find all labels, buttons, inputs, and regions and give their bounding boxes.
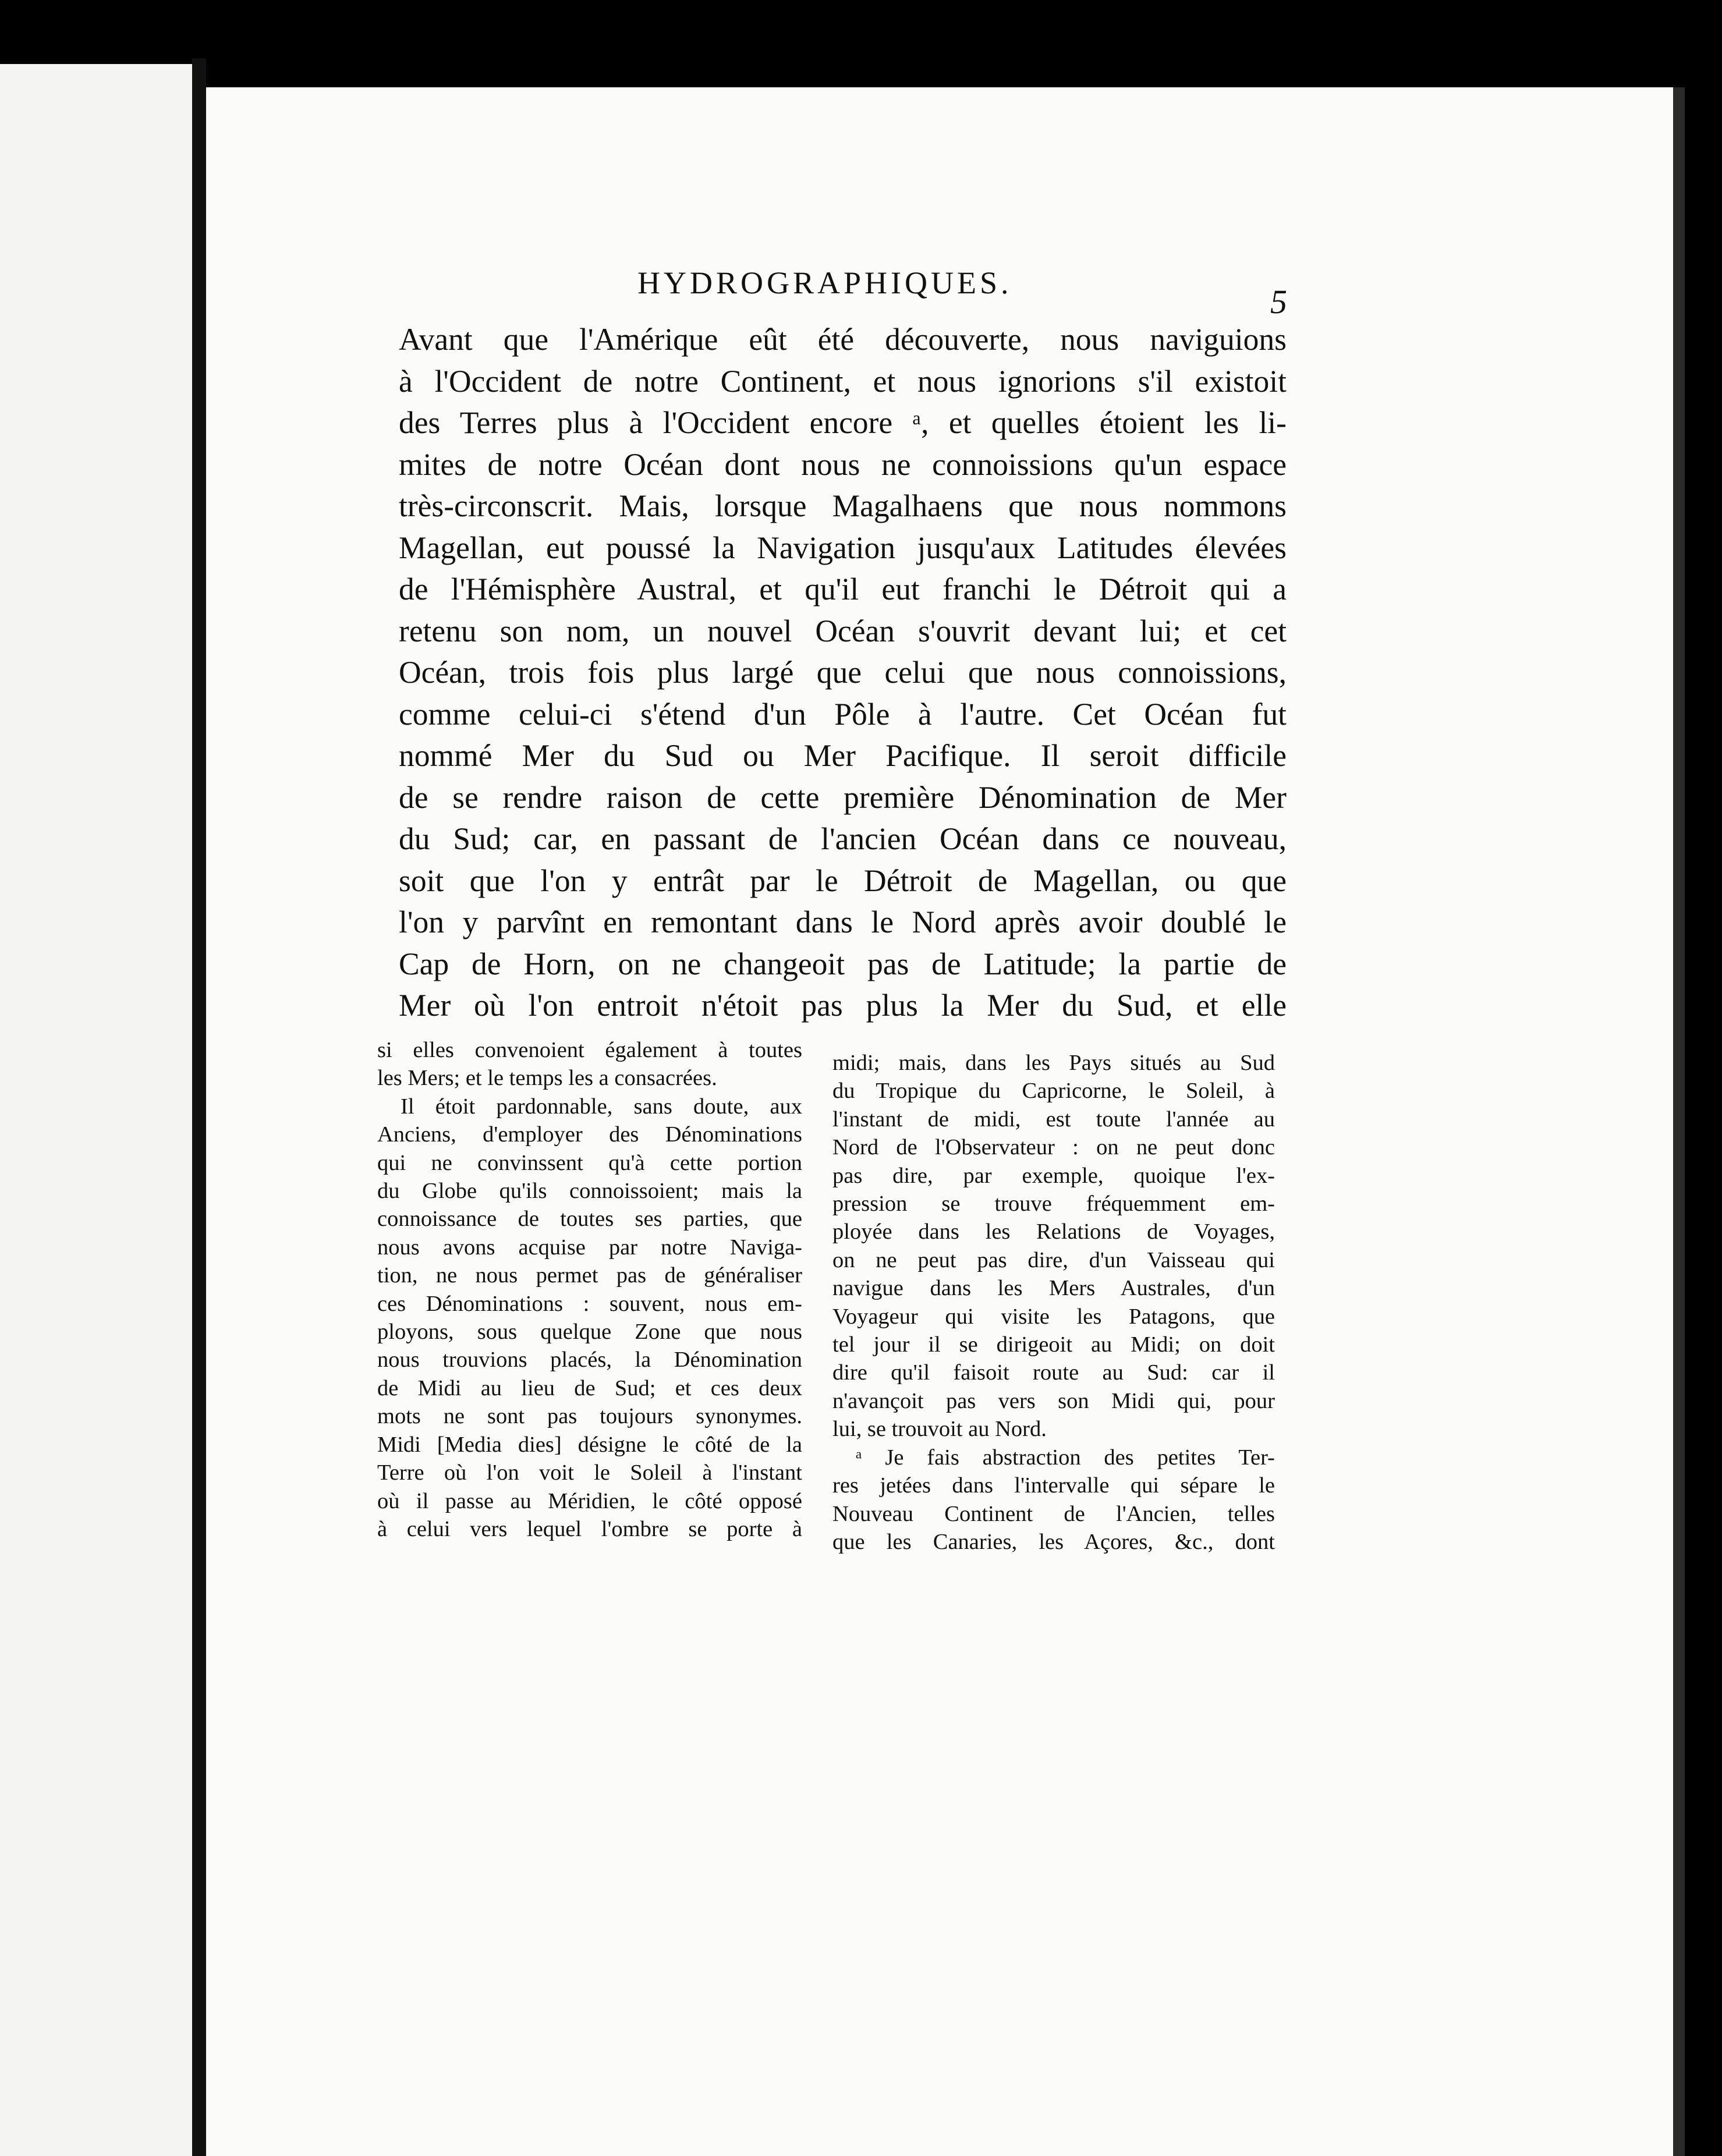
footnote-line: midi; mais, dans les Pays situés au Sud [832, 1051, 1275, 1075]
footnote-line: mots ne sont pas toujours synonymes. [377, 1404, 802, 1429]
footnote-line: pas dire, par exemple, quoique l'ex- [832, 1163, 1275, 1188]
footnote-line: du Globe qu'ils connoissoient; mais la [377, 1179, 802, 1204]
footnote-line: ployée dans les Relations de Voyages, [832, 1219, 1275, 1244]
footnote-line: si elles convenoient également à toutes [377, 1038, 802, 1062]
footnote-line: de Midi au lieu de Sud; et ces deux [377, 1375, 802, 1400]
footnote-line: on ne peut pas dire, d'un Vaisseau qui [832, 1247, 1275, 1272]
text-line: retenu son nom, un nouvel Océan s'ouvrit devant lui; et cet [399, 613, 1287, 648]
footnote-line: à celui vers lequel l'ombre se porte à [377, 1516, 802, 1541]
text-line: à l'Occident de notre Continent, et nous ignorions s'il existoit [399, 363, 1287, 399]
text-line: l'on y parvînt en remontant dans le Nord après avoir doublé le [399, 905, 1287, 939]
footnote-line: ployons, sous quelque Zone que nous [377, 1320, 802, 1345]
text-line: Cap de Horn, on ne changeoit pas de Latitude; la partie de [399, 946, 1287, 981]
footnote-line: navigue dans les Mers Australes, d'un [832, 1276, 1275, 1301]
text-line: mites de notre Océan dont nous ne connoissions qu'un espace [399, 446, 1287, 482]
footnote-line: Voyageur qui visite les Patagons, que [832, 1304, 1275, 1329]
footnote-right-column [832, 1049, 1275, 1556]
text-line: Océan, trois fois plus largé que celui que nous connoissions, [399, 655, 1287, 690]
previous-page-edge [0, 64, 192, 2156]
footnote-line: Il étoit pardonnable, sans doute, aux [401, 1094, 802, 1119]
footnote-line: l'instant de midi, est toute l'année au [832, 1107, 1275, 1132]
footnote-line: ᵃ Je fais abstraction des petites Ter- [856, 1445, 1275, 1470]
footnote-line: Anciens, d'employer des Dénominations [377, 1122, 802, 1147]
footnote-left-column [377, 1036, 802, 1543]
text-line: Mer où l'on entroit n'étoit pas plus la Mer du Sud, et elle [399, 988, 1287, 1023]
footnote-line: qui ne convinssent qu'à cette portion [377, 1150, 802, 1175]
text-line: très-circonscrit. Mais, lorsque Magalhaens que nous nommons [399, 488, 1287, 523]
footnote-line: lui, se trouvoit au Nord. [832, 1417, 1047, 1442]
text-line: soit que l'on y entrât par le Détroit de Magellan, ou que [399, 863, 1287, 898]
footnote-line: n'avançoit pas vers son Midi qui, pour [832, 1388, 1275, 1413]
footnote-line: nous trouvions placés, la Dénomination [377, 1348, 802, 1373]
footnote-line: où il passe au Méridien, le côté opposé [377, 1488, 802, 1513]
text-line: Avant que l'Amérique eût été découverte, nous naviguions [399, 322, 1287, 357]
text-line: du Sud; car, en passant de l'ancien Océan dans ce nouveau, [399, 821, 1287, 856]
text-line: des Terres plus à l'Occident encore ᵃ, et quelles étoient les li- [399, 405, 1287, 440]
text-line: Magellan, eut poussé la Navigation jusqu'aux Latitudes élevées [399, 530, 1287, 565]
footnote-line: Nouveau Continent de l'Ancien, telles [832, 1501, 1275, 1526]
text-line: comme celui-ci s'étend d'un Pôle à l'autre. Cet Océan fut [399, 696, 1287, 732]
footnote-line: dire qu'il faisoit route au Sud: car il [832, 1360, 1275, 1385]
footnote-line: ces Dénominations : souvent, nous em- [377, 1291, 802, 1316]
text-line: nommé Mer du Sud ou Mer Pacifique. Il seroit difficile [399, 738, 1287, 773]
footnote-line: Nord de l'Observateur : on ne peut donc [832, 1135, 1275, 1160]
footnote-line: Terre où l'on voit le Soleil à l'instant [377, 1460, 802, 1485]
page-number: 5 [1270, 283, 1287, 321]
footnote-line: connoissance de toutes ses parties, que [377, 1207, 802, 1232]
footnote-line: du Tropique du Capricorne, le Soleil, à [832, 1079, 1275, 1104]
footnote-line: que les Canaries, les Açores, &c., dont [832, 1529, 1275, 1554]
footnote-line: tel jour il se dirigeoit au Midi; on doit [832, 1332, 1275, 1357]
footnote-line: res jetées dans l'intervalle qui sépare le [832, 1473, 1275, 1498]
footnote-line: pression se trouve fréquemment em- [832, 1192, 1275, 1217]
footnote-line: nous avons acquise par notre Naviga- [377, 1235, 802, 1260]
footnote-line: Midi [Media dies] désigne le côté de la [377, 1432, 802, 1457]
running-title: HYDROGRAPHIQUES. [637, 265, 1012, 300]
binding-shadow [192, 58, 206, 2156]
footnote-line: les Mers; et le temps les a consacrées. [377, 1066, 717, 1091]
page-edge-shadow [1673, 87, 1685, 2156]
text-line: de l'Hémisphère Austral, et qu'il eut franchi le Détroit qui a [399, 572, 1287, 607]
text-line: de se rendre raison de cette première Dénomination de Mer [399, 779, 1287, 815]
main-paragraph [399, 319, 1287, 1027]
footnote-line: tion, ne nous permet pas de généraliser [377, 1263, 802, 1288]
